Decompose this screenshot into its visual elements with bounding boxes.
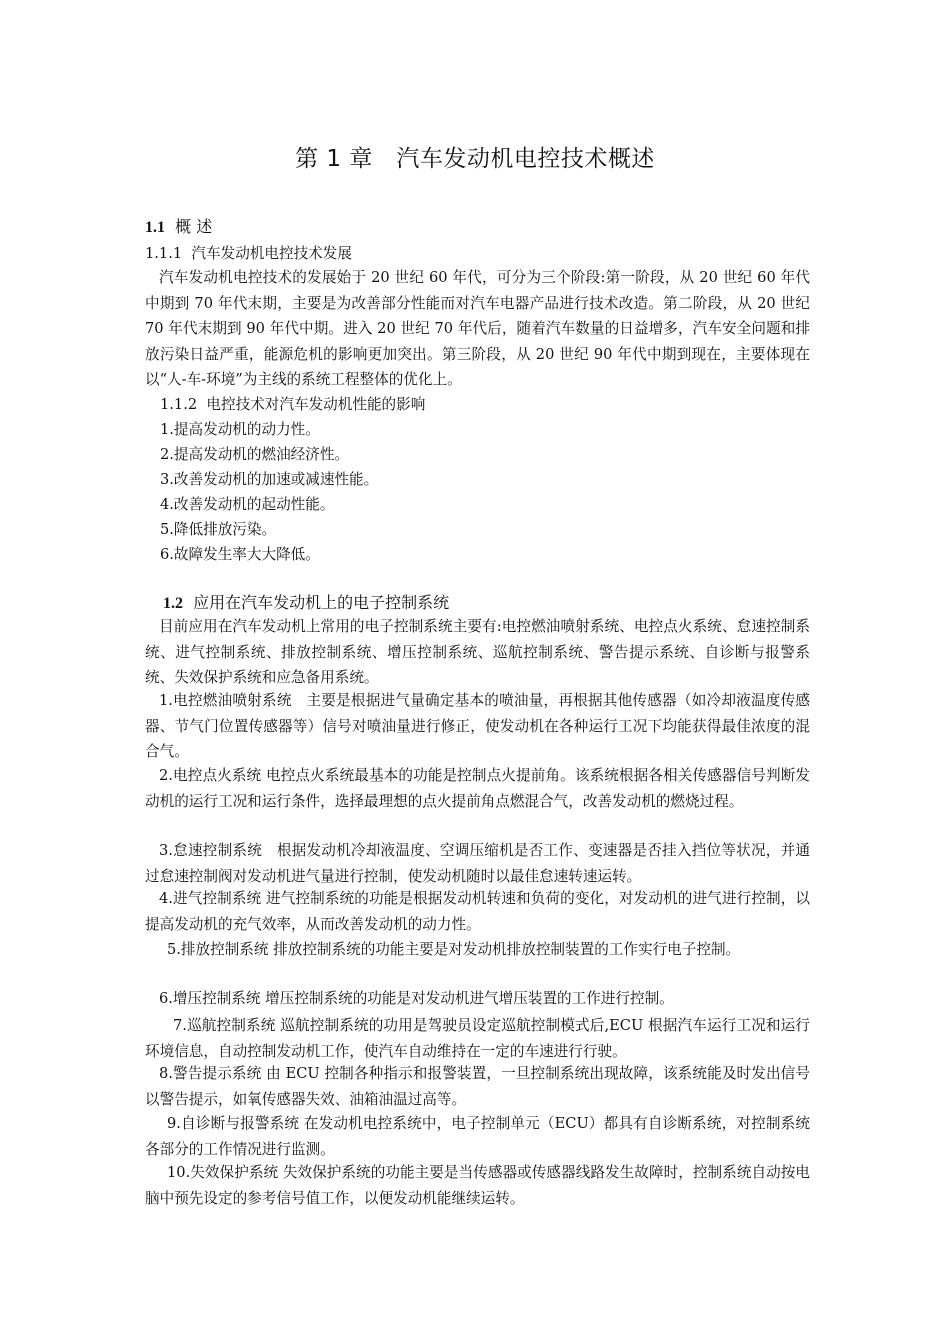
list-item: 3.改善发动机的加速或减速性能。: [160, 471, 379, 488]
list-item: 6.故障发生率大大降低。: [160, 546, 320, 563]
section-title: 概 述: [175, 217, 213, 236]
system-item: 6.增压控制系统 增压控制系统的功能是对发动机进气增压装置的工作进行控制。: [159, 990, 674, 1007]
subsection-heading-1-1-1: 1.1.1 汽车发动机电控技术发展: [145, 245, 352, 262]
section-title: 应用在汽车发动机上的电子控制系统: [193, 593, 450, 612]
system-item: 1.电控燃油喷射系统 主要是根据进气量确定基本的喷油量，再根据其他传感器（如冷却液温度传感器、节气门位置传感器等）信号对喷油量进行修正，使发动机在各种运行工况下均能获得最佳浓度的混合气。: [145, 692, 810, 761]
list-item: 5.降低排放污染。: [160, 521, 277, 538]
system-item: 8.警告提示系统 由 ECU 控制各种指示和报警装置，一旦控制系统出现故障，该系统能及时发出信号以警告提示，如氧传感器失效、油箱油温过高等。: [145, 1065, 810, 1108]
section-number: 1.2: [163, 595, 183, 612]
list-item: 2.提高发动机的燃油经济性。: [160, 446, 350, 463]
system-item: 9.自诊断与报警系统 在发动机电控系统中，电子控制单元（ECU）都具有自诊断系统，对控制系统各部分的工作情况进行监测。: [145, 1115, 810, 1158]
section-heading-1-2: [163, 590, 449, 613]
list-item: 4.改善发动机的起动性能。: [160, 496, 335, 513]
section-heading-1-1: [145, 214, 212, 237]
section-number: 1.1: [145, 219, 165, 236]
system-item: 2.电控点火系统 电控点火系统最基本的功能是控制点火提前角。该系统根据各相关传感器信号判断发动机的运行工况和运行条件，选择最理想的点火提前角点燃混合气，改善发动机的燃烧过程。: [145, 767, 810, 810]
paragraph-history: 汽车发动机电控技术的发展始于 20 世纪 60 年代，可分为三个阶段:第一阶段，从 20 世纪 60 年代中期到 70 年代末期，主要是为改善部分性能而对汽车电器产品进行技术改造。第二阶段，从 20 世纪 70 年代末期到 90 年代中期。进入 20 世纪 70 年代后，随着汽车数量的日益增多，汽车安全问题和排放污染日益严重，能源危机的影响更加突出。第三阶段，从 20 世纪 90 年代中期到现在，主要体现在以“人-车-环境”为主线的系统工程整体的优化上。: [145, 269, 810, 389]
subsection-heading-1-1-2: 1.1.2 电控技术对汽车发动机性能的影响: [160, 396, 426, 413]
system-item: 3.怠速控制系统 根据发动机冷却液温度、空调压缩机是否工作、变速器是否挂入挡位等状况，并通过怠速控制阀对发动机进气量进行控制，使发动机随时以最佳怠速转速运转。: [145, 842, 810, 885]
system-item: 7.巡航控制系统 巡航控制系统的功用是驾驶员设定巡航控制模式后,ECU 根据汽车运行工况和运行环境信息，自动控制发动机工作，使汽车自动维持在一定的车速进行行驶。: [145, 1017, 810, 1060]
list-item: 1.提高发动机的动力性。: [160, 421, 320, 438]
system-item: 10.失效保护系统 失效保护系统的功能主要是当传感器或传感器线路发生故障时，控制系统自动按电脑中预先设定的参考信号值工作，以便发动机能继续运转。: [145, 1164, 810, 1207]
system-item: 4.进气控制系统 进气控制系统的功能是根据发动机转速和负荷的变化，对发动机的进气进行控制，以提高发动机的充气效率，从而改善发动机的动力性。: [145, 890, 810, 933]
system-item: 5.排放控制系统 排放控制系统的功能主要是对发动机排放控制装置的工作实行电子控制。: [167, 941, 741, 958]
chapter-title: 第 1 章 汽车发动机电控技术概述: [295, 146, 655, 172]
paragraph-intro: 目前应用在汽车发动机上常用的电子控制系统主要有:电控燃油喷射系统、电控点火系统、怠速控制系统、进气控制系统、排放控制系统、增压控制系统、巡航控制系统、警告提示系统、自诊断与报警系统、失效保护系统和应急备用系统。: [145, 618, 810, 687]
